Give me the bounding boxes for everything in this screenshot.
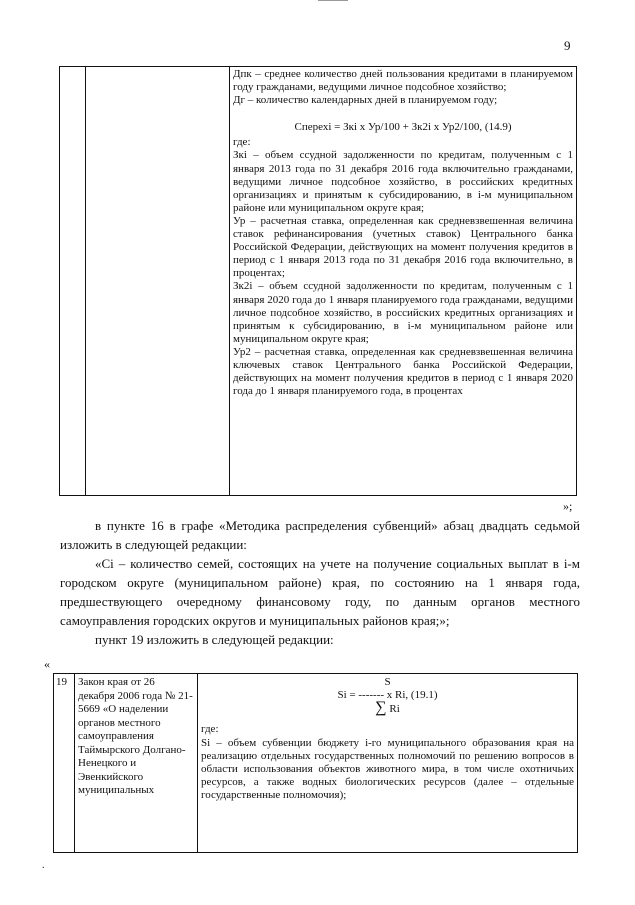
subvention-methodology-cell	[198, 674, 578, 853]
amendment-paragraph-19: пункт 19 изложить в следующей редакции:	[95, 632, 334, 647]
definition-dpk: Дпк – среднее количество дней пользования кредитами в планируемом году гражданами, ведущими личное подсобное хозяйство;	[233, 68, 573, 94]
definition-zki: Зкi – объем ссудной задолженности по кредитам, полученным с 1 января 2013 года по 31 декабря 2016 года включительно гражданами, ведущими личное подсобное хозяйство, в российских кредитных организациях и принятым к субсидированию, в i-м муниципальном районе или муниципальном округе края;	[233, 149, 573, 214]
amendment-ci-definition: «Ci – количество семей, состоящих на учете на получение социальных выплат в i-м городском округе (муниципальном районе) края, по состоянию на 1 января года, предшествующего очередному финансовому году, по данным органов местного самоуправления городских округов и муниципальных районов края;»;	[60, 556, 580, 628]
amendment-paragraph-16: в пункте 16 в графе «Методика распределения субвенций» абзац двадцать седьмой изложить в следующей редакции:	[60, 518, 580, 552]
definition-si: Si – объем субвенции бюджету i-го муниципального образования края на реализацию отдельных государственных полномочий по решению вопросов в области использования объектов животного мира, в том числе охотничьих ресурсов, а также водных биологических ресурсов (далее – отдельные государственные полномочия);	[201, 736, 574, 802]
table1-law-cell	[86, 67, 230, 496]
formula-14-9: Cперехi = Зкi x Ур/100 + Зк2i x Ур2/100, (14.9)	[294, 121, 512, 134]
formula-denominator: Ri	[389, 703, 400, 716]
sigma-symbol: ∑	[375, 699, 387, 717]
definition-ur: Ур – расчетная ставка, определенная как средневзвешенная величина ставок рефинансирования (учетных ставок) Центрального банка Российской Федерации, действующих на момент получения кредитов в период с 1 января 2013 года по 31 декабря 2016 года включительно, в процентах;	[233, 214, 573, 280]
definition-zk2i: Зк2i – объем ссудной задолженности по кредитам, полученным с 1 января 2020 года до 1 января планируемого года гражданами, ведущими личное подсобное хозяйство, в российских кредитных организациях и принятым к субсидированию, в i-м муниципальном районе или муниципальном округе края;	[233, 280, 573, 345]
row-number-cell: 19	[54, 674, 75, 853]
table1-number-cell	[60, 67, 86, 496]
top-scan-mark	[318, 0, 348, 2]
law-reference-cell: Закон края от 26 декабря 2006 года № 21-5669 «О наделении органов местного самоуправления Таймырского Долгано-Ненецкого и Эвенкийского муниципальных	[75, 674, 198, 853]
item-19-table	[53, 673, 578, 853]
formula-numerator: S	[384, 676, 391, 688]
amendment-text	[60, 516, 580, 649]
formula-19-1: Si = ------- x Ri, (19.1)	[337, 689, 438, 702]
where-label-2: где:	[201, 723, 219, 736]
closing-quote: »;	[563, 499, 573, 513]
where-label: где:	[233, 136, 251, 149]
opening-quote: «	[44, 657, 50, 671]
page-number: 9	[564, 38, 571, 53]
table1-methodology-cell	[230, 67, 577, 496]
definition-dg: Дг – количество календарных дней в планируемом году;	[233, 94, 498, 107]
methodology-table-continued	[59, 66, 577, 496]
definition-ur2: Ур2 – расчетная ставка, определенная как средневзвешенная величина ключевых ставок Центрального банка Российской Федерации, действующих на момент получения кредитов в период с 1 января 2020 года до 1 января планируемого года, в процентах	[233, 345, 573, 398]
bottom-scan-mark: .	[42, 860, 45, 871]
